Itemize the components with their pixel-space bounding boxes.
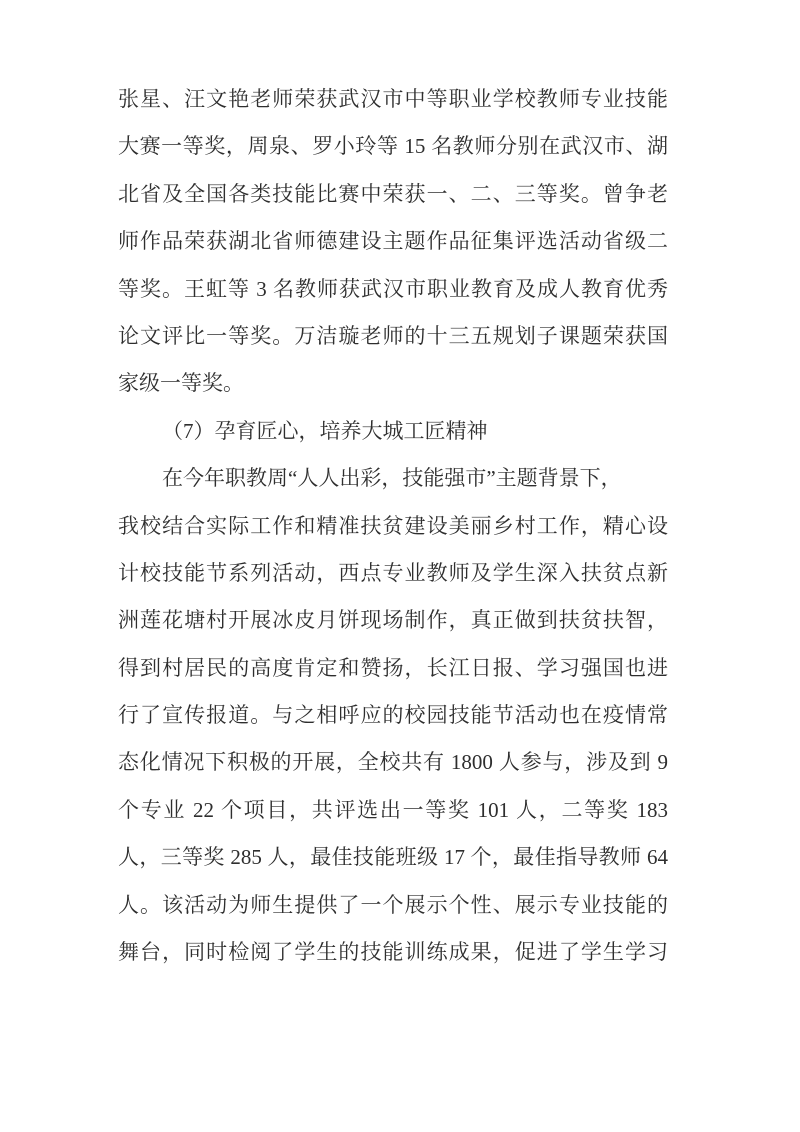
body-line: 计校技能节系列活动，西点专业教师及学生深入扶贫点新 [118, 560, 668, 585]
body-line: 论文评比一等奖。万洁璇老师的十三五规划子课题荣获国 [118, 323, 668, 348]
body-line: 等奖。王虹等 3 名教师获武汉市职业教育及成人教育优秀 [118, 276, 668, 301]
body-line: 师作品荣获湖北省师德建设主题作品征集评选活动省级二 [118, 229, 668, 254]
body-line: 张星、汪文艳老师荣获武汉市中等职业学校教师专业技能 [118, 87, 668, 111]
body-line: 在今年职教周“人人出彩，技能强市”主题背景下， [162, 466, 622, 491]
body-line: 得到村居民的高度肯定和赞扬，长江日报、学习强国也进 [118, 655, 668, 680]
body-line: 洲莲花塘村开展冰皮月饼现场制作，真正做到扶贫扶智， [118, 608, 668, 633]
body-line: 北省及全国各类技能比赛中荣获一、二、三等奖。曾争老 [118, 181, 668, 206]
body-line: 大赛一等奖，周泉、罗小玲等 15 名教师分别在武汉市、湖 [118, 134, 668, 159]
body-line: 行了宣传报道。与之相呼应的校园技能节活动也在疫情常 [118, 703, 668, 728]
body-line: 个专业 22 个项目，共评选出一等奖 101 人，二等奖 183 [118, 797, 668, 822]
body-line: 舞台，同时检阅了学生的技能训练成果，促进了学生学习 [118, 940, 668, 965]
body-line: 人，三等奖 285 人，最佳技能班级 17 个，最佳指导教师 64 [118, 845, 668, 870]
body-line: 态化情况下积极的开展，全校共有 1800 人参与，涉及到 9 [118, 750, 668, 775]
body-line: 我校结合实际工作和精准扶贫建设美丽乡村工作，精心设 [118, 513, 668, 538]
section-heading-line: （7）孕育匠心，培养大城工匠精神 [162, 418, 488, 443]
body-line: 家级一等奖。 [118, 371, 244, 396]
body-line: 人。该活动为师生提供了一个展示个性、展示专业技能的 [118, 892, 668, 917]
document-text-block [118, 76, 668, 976]
